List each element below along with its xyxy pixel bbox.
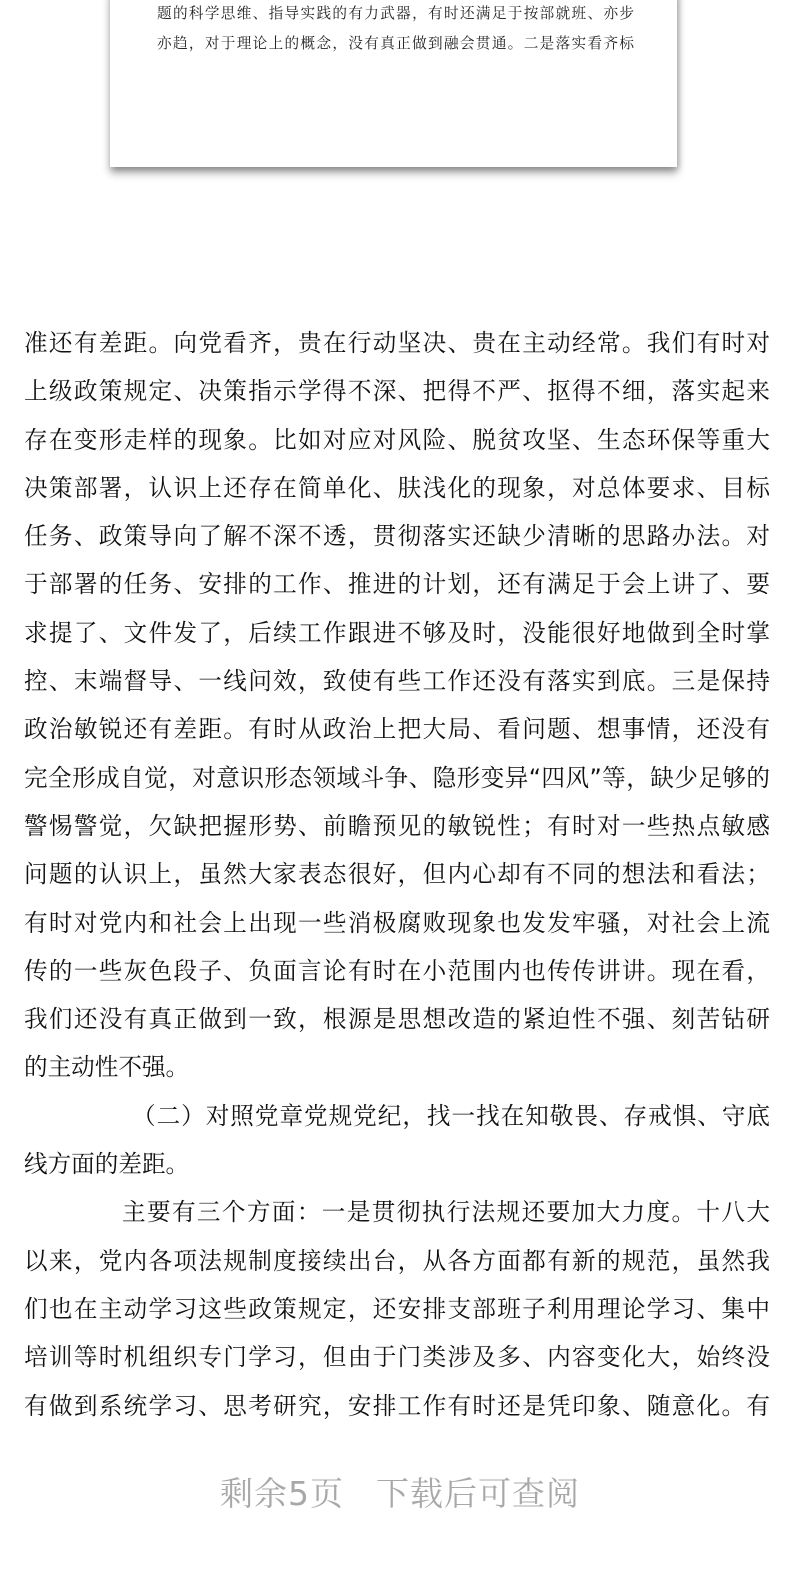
body-line: 完全形成自觉，对意识形态领域斗争、隐形变异“四风”等，缺少足够的 [24,763,770,792]
body-line: 我们还没有真正做到一致，根源是思想改造的紧迫性不强、刻苦钻研 [24,1005,770,1034]
body-line: 有做到系统学习、思考研究，安排工作有时还是凭印象、随意化。有 [24,1391,770,1420]
body-line: 存在变形走样的现象。比如对应对风险、脱贫攻坚、生态环保等重大 [24,425,770,454]
body-line: 准还有差距。向党看齐，贵在行动坚决、贵在主动经常。我们有时对 [24,329,770,357]
body-line: 控、末端督导、一线问效，致使有些工作还没有落实到底。三是保持 [24,667,770,696]
body-line: 任务、政策导向了解不深不透，贯彻落实还缺少清晰的思路办法。对 [24,522,770,551]
download-prompt[interactable] [0,1468,800,1515]
body-line: 培训等时机组织专门学习，但由于门类涉及多、内容变化大，始终没 [24,1343,770,1372]
body-line: 决策部署，认识上还存在简单化、肤浅化的现象，对总体要求、目标 [24,473,770,502]
body-line: 以来，党内各项法规制度接续出台，从各方面都有新的规范，虽然我 [24,1246,770,1275]
section-heading-line: （二）对照党章党规党纪，找一找在知敬畏、存戒惧、守底 [132,1101,770,1130]
body-line: 求提了、文件发了，后续工作跟进不够及时，没能很好地做到全时掌 [24,618,770,647]
body-line: 有时对党内和社会上出现一些消极腐败现象也发发牢骚，对社会上流 [24,908,770,937]
card-text-line: 题的科学思维、指导实践的有力武器，有时还满足于按部就班、亦步 [157,5,634,22]
body-line: 政治敏锐还有差距。有时从政治上把大局、看问题、想事情，还没有 [24,715,770,744]
body-line: 上级政策规定、决策指示学得不深、把得不严、抠得不细，落实起来 [24,377,770,406]
body-line: 主要有三个方面：一是贯彻执行法规还要加大力度。十八大 [122,1198,770,1227]
body-line: 问题的认识上，虽然大家表态很好，但内心却有不同的想法和看法； [24,860,770,889]
card-text-line: 亦趋，对于理论上的概念，没有真正做到融会贯通。二是落实看齐标 [157,35,634,52]
body-line: 们也在主动学习这些政策规定，还安排支部班子利用理论学习、集中 [24,1294,770,1323]
remaining-pages-label[interactable]: 剩余5页 [220,1474,344,1513]
body-line: 传的一些灰色段子、负面言论有时在小范围内也传传讲讲。现在看， [24,956,770,985]
section-heading-line: 线方面的差距。 [24,1150,190,1179]
body-line: 警惕警觉，欠缺把握形势、前瞻预见的敏锐性；有时对一些热点敏感 [24,811,770,840]
body-line: 的主动性不强。 [24,1053,190,1082]
preview-page-card [110,0,677,167]
download-hint-label[interactable]: 下载后可查阅 [376,1474,580,1513]
document-body [24,326,770,1437]
body-line: 于部署的任务、安排的工作、推进的计划，还有满足于会上讲了、要 [24,570,770,599]
